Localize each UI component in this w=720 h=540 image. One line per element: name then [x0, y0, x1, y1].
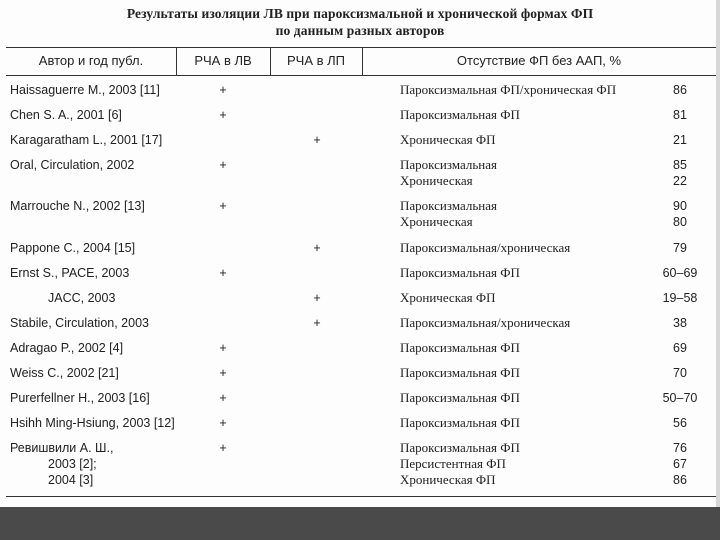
absence-percent: 76 [673, 441, 687, 455]
absence-percent: 80 [673, 215, 687, 229]
header-bottom-rule [6, 75, 716, 76]
af-form: Хроническая ФП [400, 472, 496, 487]
table-bottom-rule [6, 496, 716, 497]
absence-percent: 19–58 [662, 291, 698, 305]
rfa-lv-mark: + [219, 266, 227, 280]
af-form: Пароксизмальная ФП [400, 415, 520, 430]
rfa-lp-mark: + [313, 291, 321, 305]
rfa-lv-mark: + [219, 158, 227, 172]
af-form: Хроническая ФП [400, 132, 496, 147]
row-author: Haissaguerre M., 2003 [11] [10, 83, 160, 97]
row-author: Ernst S., PACE, 2003 [10, 266, 130, 280]
header-author: Автор и год публ. [38, 53, 144, 68]
row-author: Weiss C., 2002 [21] [10, 366, 119, 380]
absence-percent: 50–70 [662, 391, 698, 405]
rfa-lv-mark: + [219, 83, 227, 97]
row-author: Pappone C., 2004 [15] [10, 241, 136, 255]
rfa-lv-mark: + [219, 199, 227, 213]
af-form: Пароксизмальная/хроническая [400, 240, 571, 255]
af-form: Пароксизмальная ФП [400, 265, 520, 280]
rfa-lv-mark: + [219, 416, 227, 430]
af-form: Пароксизмальная ФП/хроническая ФП [400, 82, 617, 97]
row-author: Stabile, Circulation, 2003 [10, 316, 149, 330]
row-author: Oral, Circulation, 2002 [10, 158, 135, 172]
row-author: JACC, 2003 [48, 291, 116, 305]
af-form: Персистентная ФП [400, 456, 506, 471]
absence-percent: 60–69 [662, 266, 698, 280]
row-author: Karagaratham L., 2001 [17] [10, 133, 163, 147]
af-form: Хроническая [400, 214, 473, 229]
absence-percent: 90 [673, 199, 687, 213]
rfa-lp-mark: + [313, 316, 321, 330]
af-form: Пароксизмальная ФП [400, 365, 520, 380]
rfa-lv-mark: + [219, 366, 227, 380]
af-form: Пароксизмальная [400, 157, 497, 172]
absence-percent: 70 [673, 366, 687, 380]
header-absence-af: Отсутствие ФП без ААП, % [456, 53, 622, 68]
af-form: Пароксизмальная ФП [400, 340, 520, 355]
absence-percent: 69 [673, 341, 687, 355]
absence-percent: 38 [673, 316, 687, 330]
page-edge [716, 0, 720, 507]
absence-percent: 86 [673, 83, 687, 97]
absence-percent: 79 [673, 241, 687, 255]
absence-percent: 86 [673, 473, 687, 487]
row-author: Adragao P., 2002 [4] [10, 341, 124, 355]
absence-percent: 21 [673, 133, 687, 147]
rfa-lp-mark: + [313, 133, 321, 147]
rfa-lv-mark: + [219, 391, 227, 405]
row-author: Marrouche N., 2002 [13] [10, 199, 145, 213]
af-form: Хроническая ФП [400, 290, 496, 305]
absence-percent: 56 [673, 416, 687, 430]
rfa-lv-mark: + [219, 441, 227, 455]
absence-percent: 85 [673, 158, 687, 172]
table-title-line-2: по данным разных авторов [275, 23, 445, 38]
header-rfa-lp: РЧА в ЛП [286, 53, 345, 68]
row-author: Hsihh Ming-Hsiung, 2003 [12] [10, 416, 175, 430]
row-author: Purerfellner H., 2003 [16] [10, 391, 150, 405]
af-form: Пароксизмальная [400, 198, 497, 213]
row-author: Chen S. A., 2001 [6] [10, 108, 122, 122]
absence-percent: 67 [673, 457, 687, 471]
af-form: Пароксизмальная/хроническая [400, 315, 571, 330]
af-form: Хроническая [400, 173, 473, 188]
af-form: Пароксизмальная ФП [400, 107, 520, 122]
rfa-lp-mark: + [313, 241, 321, 255]
table-title-line-1: Результаты изоляции ЛВ при пароксизмальной и хронической формах ФП [126, 6, 594, 21]
row-author-year: 2004 [3] [48, 473, 94, 487]
absence-percent: 22 [673, 174, 687, 188]
rfa-lv-mark: + [219, 341, 227, 355]
af-form: Пароксизмальная ФП [400, 440, 520, 455]
row-author-year: 2003 [2]; [48, 457, 97, 471]
af-form: Пароксизмальная ФП [400, 390, 520, 405]
rfa-lv-mark: + [219, 108, 227, 122]
row-author: Ревишвили А. Ш., [10, 441, 114, 455]
header-top-rule [6, 47, 716, 48]
header-rfa-lv: РЧА в ЛВ [194, 53, 252, 68]
absence-percent: 81 [673, 108, 687, 122]
